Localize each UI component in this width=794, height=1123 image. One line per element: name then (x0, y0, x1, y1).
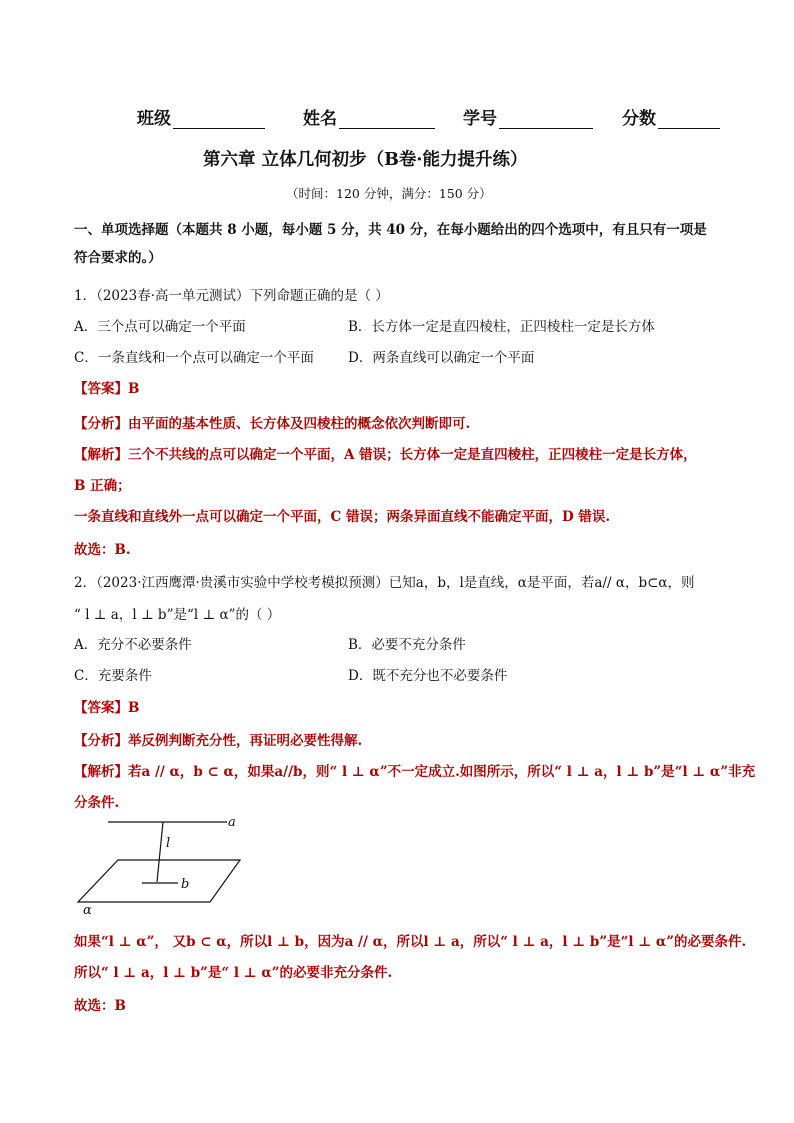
q2-solution-line2: 分条件. (74, 795, 120, 811)
name-blank[interactable] (339, 110, 435, 129)
time-note: （时间：120 分钟，满分：150 分） (286, 186, 492, 201)
score-label: 分数 (622, 109, 656, 129)
q1-solution-line3: 一条直线和直线外一点可以确定一个平面，C 错误；两条异面直线不能确定平面，D 错误. (74, 509, 611, 525)
class-field (137, 104, 265, 129)
q1-answer: 【答案】B (74, 381, 140, 397)
id-label: 学号 (463, 109, 497, 129)
label-l: l (166, 836, 171, 851)
line-l (157, 822, 163, 882)
q1-solution-line2: B 正确； (74, 478, 131, 494)
geometry-figure (70, 812, 250, 922)
q1-option-c: C．一条直线和一个点可以确定一个平面 (74, 350, 314, 366)
name-label: 姓名 (303, 109, 337, 129)
score-blank[interactable] (658, 110, 720, 129)
q2-analysis: 【分析】举反例判断充分性，再证明必要性得解. (74, 733, 363, 749)
q2-after-line1: 如果“l ⊥ α”， 又b ⊂ α，所以l ⊥ b，因为a // α，所以l ⊥ a，所以“ l ⊥ a，l ⊥ b”是“l ⊥ α”的必要条件. (74, 934, 747, 950)
q1-analysis: 【分析】由平面的基本性质、长方体及四棱柱的概念依次判断即可. (74, 416, 471, 432)
q1-stem: 1．（2023春·高一单元测试）下列命题正确的是（ ） (74, 288, 389, 304)
q2-answer: 【答案】B (74, 700, 140, 716)
label-b: b (181, 877, 190, 892)
q2-solution-line1: 【解析】若a // α，b ⊂ α，如果a//b，则“ l ⊥ α”不一定成立.如图所示，所以“ l ⊥ a，l ⊥ b”是“l ⊥ α”非充 (74, 764, 756, 780)
q1-choice: 故选：B. (74, 542, 131, 558)
q1-option-a: A．三个点可以确定一个平面 (74, 319, 246, 335)
q2-option-a: A．充分不必要条件 (74, 637, 192, 653)
label-alpha: α (83, 903, 92, 918)
label-a: a (228, 815, 236, 830)
class-blank[interactable] (173, 110, 265, 129)
q2-choice: 故选：B (74, 998, 126, 1014)
q1-option-d: D．两条直线可以确定一个平面 (348, 350, 535, 366)
q1-option-b: B．长方体一定是直四棱柱，正四棱柱一定是长方体 (348, 319, 655, 335)
q2-option-b: B．必要不充分条件 (348, 637, 466, 653)
q2-stem-line1: 2．（2023·江西鹰潭·贵溪市实验中学校考模拟预测）已知a，b，l是直线，α是平面，若a// α，b⊂α，则 (74, 575, 695, 591)
q2-stem-line2: “ l ⊥ a，l ⊥ b”是“l ⊥ α”的（ ） (74, 607, 281, 623)
name-field (303, 104, 435, 129)
section-heading-line2: 符合要求的。） (74, 250, 162, 266)
score-field (622, 104, 720, 129)
q2-option-c: C．充要条件 (74, 668, 152, 684)
class-label: 班级 (137, 109, 171, 129)
id-field (463, 104, 593, 129)
q2-option-d: D．既不充分也不必要条件 (348, 668, 508, 684)
page-title: 第六章 立体几何初步（B卷·能力提升练） (203, 150, 528, 170)
q2-after-line2: 所以“ l ⊥ a，l ⊥ b”是“ l ⊥ α”的必要非充分条件. (74, 965, 393, 981)
q1-solution-line1: 【解析】三个不共线的点可以确定一个平面，A 错误；长方体一定是直四棱柱，正四棱柱一定是长方体， (74, 447, 697, 463)
id-blank[interactable] (499, 110, 593, 129)
section-heading-line1: 一、单项选择题（本题共 8 小题，每小题 5 分，共 40 分，在每小题给出的四个选项中，有且只有一项是 (74, 222, 707, 238)
